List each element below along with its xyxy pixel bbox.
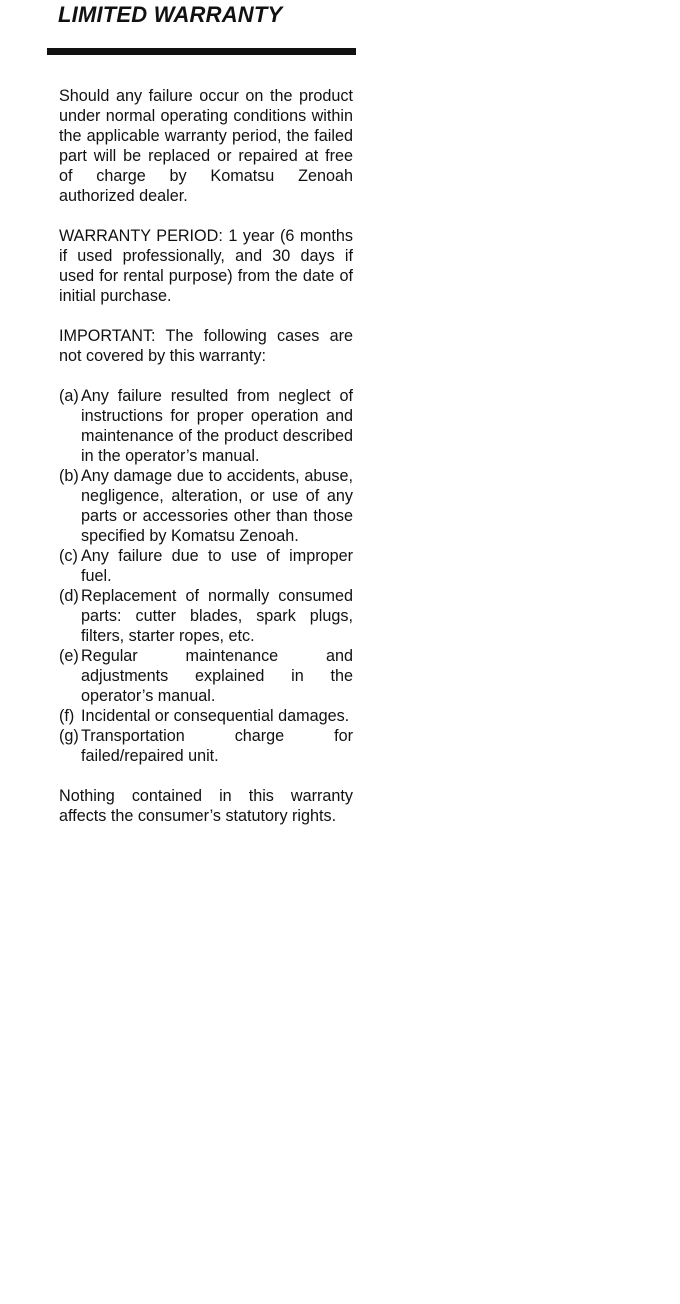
list-item-text: Replacement of normally consumed parts: cutter blades, spark plugs, filters, starter ropes, etc. (81, 587, 353, 645)
list-marker: (f) (59, 707, 75, 725)
list-item-text: Transportation charge for failed/repaired unit. (81, 727, 353, 765)
list-item-text: Any failure resulted from neglect of instructions for proper operation and maintenance of the product described in the operator’s manual. (81, 387, 353, 465)
closing-paragraph: Nothing contained in this warranty affects the consumer’s statutory rights. (59, 787, 353, 825)
list-marker: (a) (59, 387, 79, 405)
list-marker: (g) (59, 727, 79, 745)
list-item (59, 386, 353, 466)
list-item-text: Any damage due to accidents, abuse, negligence, alteration, or use of any parts or accessories other than those specified by Komatsu Zenoah. (81, 467, 353, 545)
page-title: LIMITED WARRANTY (58, 2, 283, 27)
list-item (59, 546, 353, 586)
title-divider (47, 48, 356, 55)
exclusions-list (59, 386, 353, 766)
list-item (59, 646, 353, 706)
list-item-text: Incidental or consequential damages. (81, 707, 350, 725)
list-item-text: Regular maintenance and adjustments explained in the operator’s manual. (81, 647, 353, 705)
list-marker: (e) (59, 647, 79, 665)
list-marker: (c) (59, 547, 78, 565)
list-item (59, 706, 353, 726)
list-item (59, 726, 353, 766)
intro-paragraph: Should any failure occur on the product under normal operating conditions within the applicable warranty period, the failed part will be replaced or repaired at free of charge by Komatsu Zenoah authorized dealer. (59, 87, 353, 205)
warranty-period-paragraph: WARRANTY PERIOD: 1 year (6 months if used professionally, and 30 days if used for rental purpose) from the date of initial purchase. (59, 227, 353, 305)
list-marker: (d) (59, 587, 79, 605)
list-item (59, 466, 353, 546)
list-item-text: Any failure due to use of improper fuel. (81, 547, 353, 585)
list-marker: (b) (59, 467, 79, 485)
document-body (59, 86, 353, 846)
list-item (59, 586, 353, 646)
important-paragraph: IMPORTANT: The following cases are not covered by this warranty: (59, 327, 353, 365)
